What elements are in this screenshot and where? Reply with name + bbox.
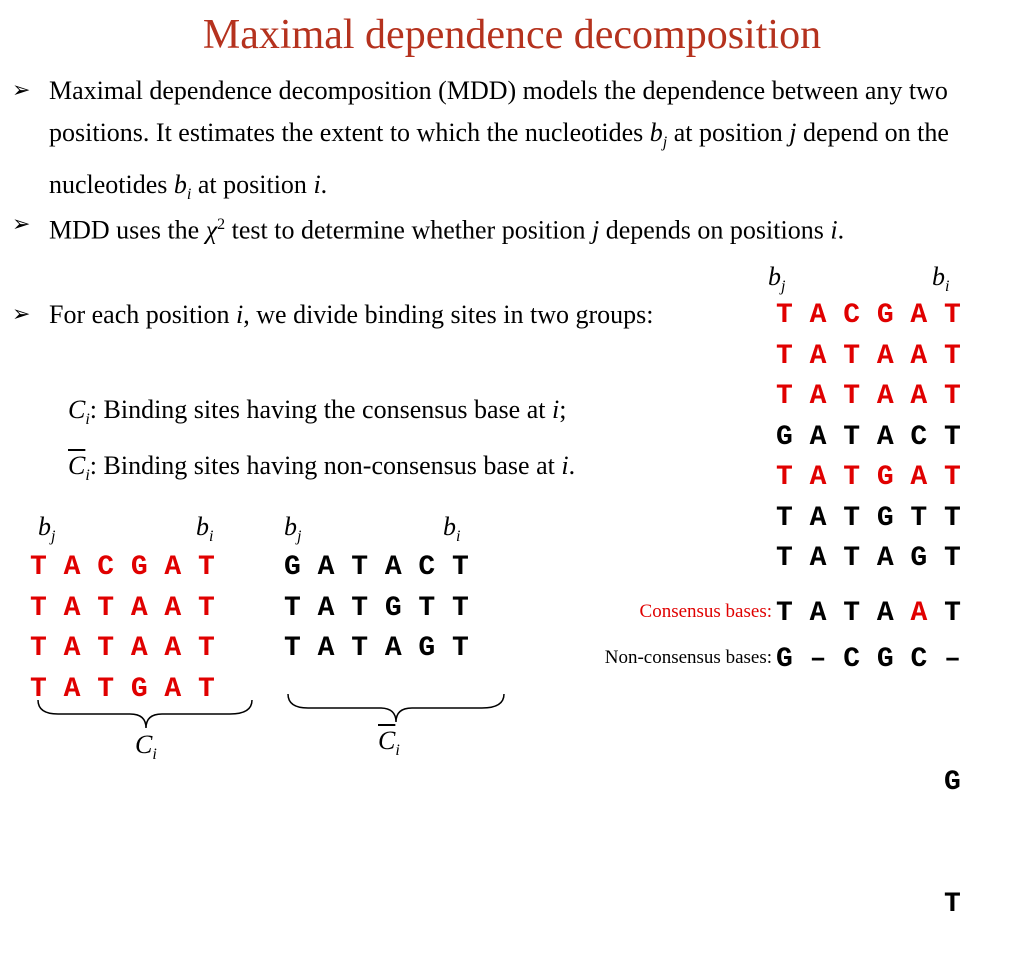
bullet-arrow-icon: ➢ [12, 302, 31, 327]
non-consensus-base: C [910, 644, 928, 675]
bullet-arrow-icon: ➢ [12, 212, 31, 237]
group-ci-bar-sites [284, 548, 469, 670]
label-bi-middle: $b_i$ [443, 512, 461, 546]
non-consensus-base: – [944, 644, 961, 675]
consensus-base: A [876, 598, 894, 629]
group-ci-sites [30, 548, 215, 710]
sequence-row: T A T A A T [30, 633, 215, 664]
sequence-row: G A T A C T [776, 421, 961, 453]
sequence-row: T A T A A T [776, 381, 961, 412]
all-binding-sites [776, 296, 961, 580]
non-consensus-base: G [876, 644, 894, 675]
non-consensus-extra-base: T [944, 888, 961, 920]
bullet-text: Maximal dependence decomposition (MDD) models the dependence between any two positions. It estimates the extent to which the nucleotides $b_j$ at position j depend on the nucleotides $b_i$ at position i. [49, 76, 949, 204]
bullet-mdd-definition [12, 70, 1002, 216]
label-bj-left: $b_j$ [38, 512, 56, 546]
consensus-base: A [910, 598, 928, 629]
sequence-row: G A T A C T [284, 552, 469, 583]
non-consensus-base: – [809, 644, 827, 675]
bullet-chi-square [12, 204, 972, 252]
sequence-row: T A T G T T [776, 502, 961, 534]
non-consensus-extra-base: G [944, 767, 961, 798]
consensus-base: T [843, 598, 861, 629]
bullet-text: For each position i, we divide binding sites in two groups: [49, 300, 654, 329]
sequence-row: T A T G A T [776, 462, 961, 493]
definition-ci-bar: $\overline{C}_i$: Binding sites having non-consensus base at i. [68, 451, 576, 485]
sequence-row: T A T A A T [776, 340, 961, 372]
non-consensus-base: G [776, 644, 793, 675]
non-consensus-label: Non-consensus bases: [604, 647, 772, 668]
sequence-row: T A T A G T [284, 633, 469, 664]
label-bj-right: $b_j$ [768, 262, 786, 296]
non-consensus-extra [944, 682, 978, 966]
label-bj-middle: $b_j$ [284, 512, 302, 546]
label-bi-left: $b_i$ [196, 512, 214, 546]
consensus-bases [776, 594, 961, 635]
sequence-row: T A C G A T [776, 300, 961, 331]
consensus-base: A [809, 598, 827, 629]
bullet-grouping [12, 294, 742, 336]
sequence-row: T A T G A T [30, 673, 215, 705]
non-consensus-base: C [843, 644, 861, 675]
sequence-row: T A T A A T [30, 592, 215, 624]
definition-ci: $C_i$: Binding sites having the consensus base at i; [68, 395, 567, 429]
group-label-ci: $C_i$ [135, 730, 157, 764]
bullet-arrow-icon: ➢ [12, 78, 31, 103]
sequence-row: T A T G T T [284, 592, 469, 624]
consensus-label: Consensus bases: [639, 601, 772, 622]
group-label-ci-bar: $\overline{C}_i$ [378, 726, 400, 760]
sequence-row: T A T A G T [776, 543, 961, 574]
slide-title: Maximal dependence decomposition [202, 12, 822, 58]
consensus-base: T [776, 598, 793, 629]
label-bi-right: $b_i$ [932, 262, 950, 296]
non-consensus-bases [776, 640, 961, 681]
bullet-text: MDD uses the $\chi^2$ test to determine whether position j depends on positions i. [49, 215, 845, 245]
consensus-base: T [944, 598, 961, 629]
sequence-row: T A C G A T [30, 552, 215, 583]
